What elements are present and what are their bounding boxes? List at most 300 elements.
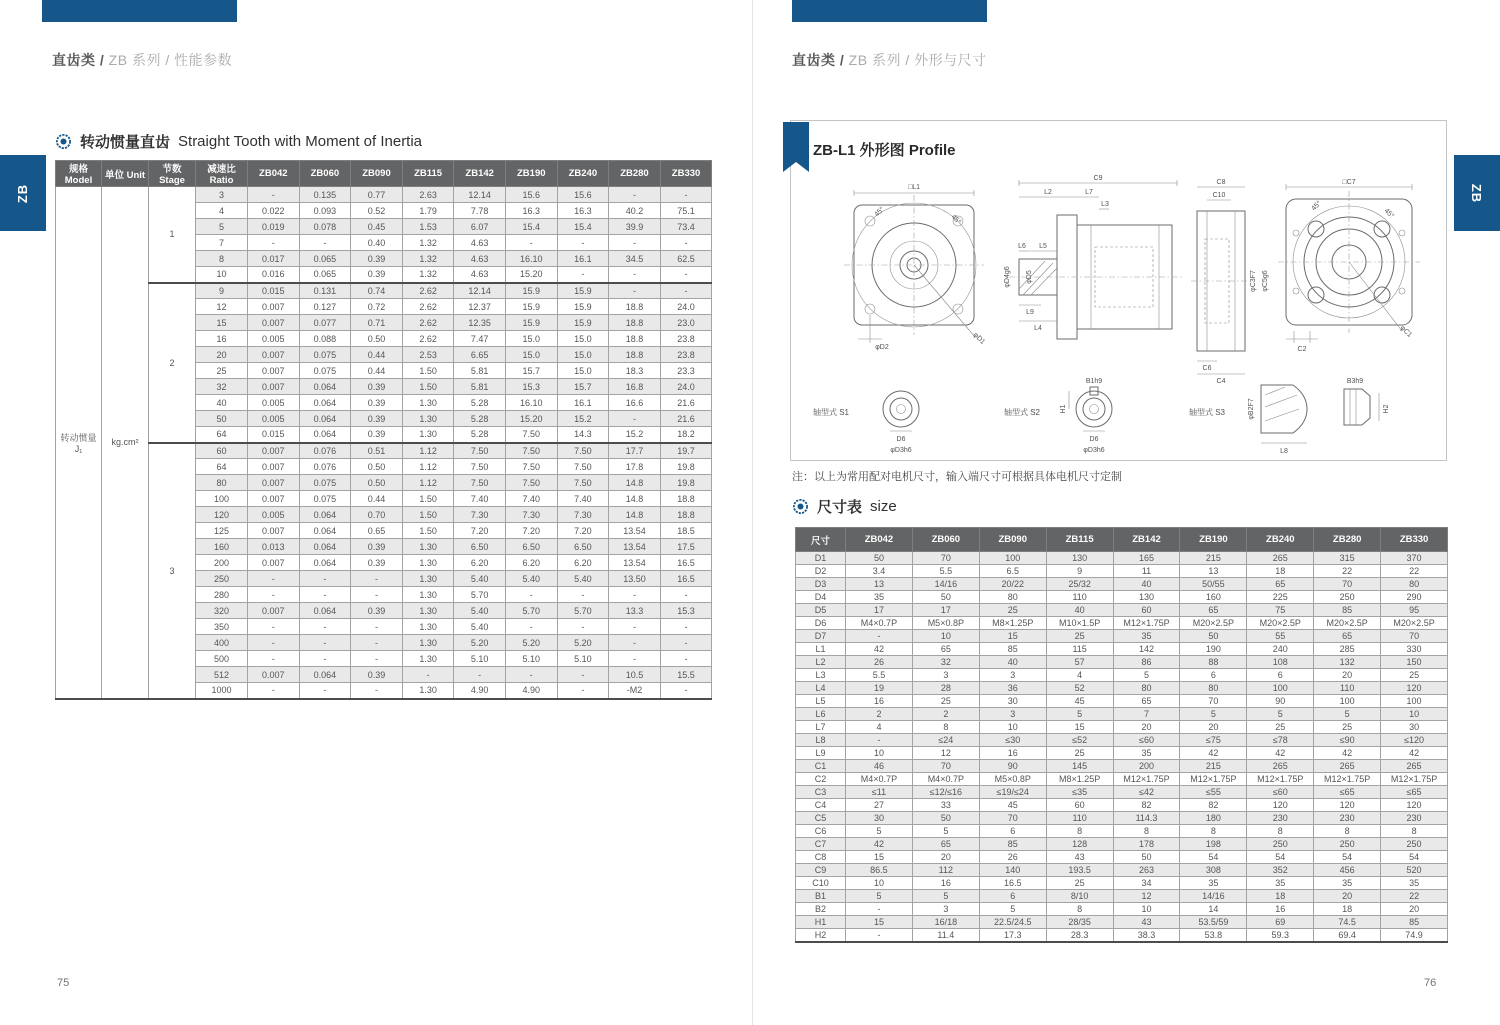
cell: 23.0 <box>660 315 712 331</box>
cell: 13.54 <box>609 555 661 571</box>
cell: 90 <box>979 760 1046 773</box>
cell: 0.016 <box>248 267 300 283</box>
cell: 16 <box>979 747 1046 760</box>
column-header: 节数 Stage <box>149 161 196 187</box>
cell: - <box>846 734 913 747</box>
gear-bullet-icon <box>55 133 72 150</box>
svg-text:45°: 45° <box>1382 207 1396 220</box>
cell: 0.064 <box>299 411 351 427</box>
cell: - <box>299 235 351 251</box>
cell: - <box>505 619 557 635</box>
breadcrumb-trail: ZB 系列 / 性能参数 <box>104 52 233 68</box>
dimension-label-cell: L4 <box>796 682 846 695</box>
cell: - <box>660 267 712 283</box>
svg-text:D6: D6 <box>896 436 906 443</box>
cell: 7.50 <box>454 459 506 475</box>
cell: 15.9 <box>557 299 609 315</box>
cell: 100 <box>979 552 1046 565</box>
cell: 10 <box>846 747 913 760</box>
svg-text:45°: 45° <box>1310 199 1323 213</box>
section-title-inertia <box>55 131 422 152</box>
cell: 5 <box>979 903 1046 916</box>
cell: 2 <box>912 708 979 721</box>
cell: - <box>660 283 712 299</box>
column-header: ZB190 <box>1180 528 1247 552</box>
cell: M20×2.5P <box>1247 617 1314 630</box>
table-row <box>796 903 1448 916</box>
cell: M20×2.5P <box>1381 617 1448 630</box>
table-row <box>796 656 1448 669</box>
svg-text:C9: C9 <box>1093 175 1103 182</box>
cell: 5.20 <box>505 635 557 651</box>
cell: 25/32 <box>1046 578 1113 591</box>
cell: 1.32 <box>402 235 454 251</box>
cell: - <box>557 619 609 635</box>
dimension-label-cell: L9 <box>796 747 846 760</box>
cell: 12.14 <box>454 187 506 203</box>
cell: ≤65 <box>1381 786 1448 799</box>
cell: 20 <box>912 851 979 864</box>
cell: 15.2 <box>557 411 609 427</box>
cell: 6.50 <box>505 539 557 555</box>
cell: 65 <box>912 838 979 851</box>
cell: 4.63 <box>454 235 506 251</box>
cell: ≤75 <box>1180 734 1247 747</box>
cell: 20 <box>1113 721 1180 734</box>
table-row <box>796 838 1448 851</box>
cell: 12.14 <box>454 283 506 299</box>
cell: 18.8 <box>609 347 661 363</box>
cell: - <box>609 187 661 203</box>
cell: 42 <box>846 838 913 851</box>
cell: - <box>557 267 609 283</box>
cell: 15.9 <box>505 299 557 315</box>
cell: - <box>660 587 712 603</box>
cell: 12 <box>1113 890 1180 903</box>
cell: 0.093 <box>299 203 351 219</box>
cell: 18 <box>1247 565 1314 578</box>
cell: 0.064 <box>299 395 351 411</box>
cell: 142 <box>1113 643 1180 656</box>
cell: - <box>351 587 403 603</box>
cell: 1.12 <box>402 443 454 459</box>
cell: 15.0 <box>505 347 557 363</box>
cell: 165 <box>1113 552 1180 565</box>
cell: 7.40 <box>454 491 506 507</box>
column-header: 规格 Model <box>56 161 102 187</box>
cell: 110 <box>1314 682 1381 695</box>
cell: 18.8 <box>660 491 712 507</box>
svg-text:L6: L6 <box>1018 243 1026 250</box>
cell: 7.50 <box>454 475 506 491</box>
cell: 5.5 <box>846 669 913 682</box>
svg-text:φC5g6: φC5g6 <box>1262 270 1269 292</box>
cell: 1.50 <box>402 379 454 395</box>
cell: - <box>248 683 300 699</box>
cell: - <box>299 635 351 651</box>
cell: 35 <box>1113 747 1180 760</box>
cell: 0.39 <box>351 379 403 395</box>
cell: 2.63 <box>402 187 454 203</box>
svg-text:H1: H1 <box>1060 404 1067 414</box>
cell: 4 <box>846 721 913 734</box>
cell: - <box>248 571 300 587</box>
cell: 2.53 <box>402 347 454 363</box>
cell: 2 <box>846 708 913 721</box>
cell: 60 <box>1046 799 1113 812</box>
cell: 53.5/59 <box>1180 916 1247 929</box>
cell: 5.40 <box>454 619 506 635</box>
cell: 75.1 <box>660 203 712 219</box>
cell: 20 <box>1180 721 1247 734</box>
cell: 0.007 <box>248 459 300 475</box>
cell: - <box>505 235 557 251</box>
cell: 6.07 <box>454 219 506 235</box>
cell: 4.63 <box>454 267 506 283</box>
cell: ≤42 <box>1113 786 1180 799</box>
series-side-tab <box>1454 155 1500 231</box>
svg-text:45°: 45° <box>873 205 886 219</box>
cell: 15.6 <box>557 187 609 203</box>
cell: 1.30 <box>402 427 454 443</box>
header-row <box>796 528 1448 552</box>
cell: 132 <box>1314 656 1381 669</box>
table-row <box>796 604 1448 617</box>
cell: 46 <box>846 760 913 773</box>
cell: 5.5 <box>912 565 979 578</box>
cell: 114.3 <box>1113 812 1180 825</box>
cell: 15.20 <box>505 267 557 283</box>
cell: - <box>557 667 609 683</box>
cell: 17.8 <box>609 459 661 475</box>
cell: - <box>402 667 454 683</box>
cell: 15 <box>979 630 1046 643</box>
cell: 40 <box>1113 578 1180 591</box>
cell: 0.064 <box>299 379 351 395</box>
cell: 13.54 <box>609 539 661 555</box>
cell: 24.0 <box>660 299 712 315</box>
dimension-label-cell: L3 <box>796 669 846 682</box>
cell: 28/35 <box>1046 916 1113 929</box>
cell: 22 <box>1381 890 1448 903</box>
cell: 0.39 <box>351 427 403 443</box>
cell: 200 <box>196 555 248 571</box>
cell: 86 <box>1113 656 1180 669</box>
stage-cell: 2 <box>149 283 196 443</box>
cell: - <box>299 619 351 635</box>
cell: 55 <box>1247 630 1314 643</box>
cell: - <box>609 411 661 427</box>
cell: 6.5 <box>979 565 1046 578</box>
cell: 1.79 <box>402 203 454 219</box>
cell: 69 <box>1247 916 1314 929</box>
column-header: ZB142 <box>1113 528 1180 552</box>
cell: 5.70 <box>505 603 557 619</box>
cell: 5.28 <box>454 427 506 443</box>
cell: 512 <box>196 667 248 683</box>
cell: 0.50 <box>351 331 403 347</box>
cell: 16.10 <box>505 395 557 411</box>
cell: 6 <box>1247 669 1314 682</box>
cell: 7 <box>196 235 248 251</box>
table-row <box>796 565 1448 578</box>
cell: ≤65 <box>1314 786 1381 799</box>
cell: 64 <box>196 427 248 443</box>
cell: 1.30 <box>402 619 454 635</box>
table-row <box>796 864 1448 877</box>
cell: 39.9 <box>609 219 661 235</box>
cell: 65 <box>1113 695 1180 708</box>
cell: 1.32 <box>402 251 454 267</box>
cell: 54 <box>1180 851 1247 864</box>
cell: 4.63 <box>454 251 506 267</box>
cell: 0.007 <box>248 299 300 315</box>
cell: 3 <box>979 669 1046 682</box>
cell: 24.0 <box>660 379 712 395</box>
cell: 120 <box>1247 799 1314 812</box>
table-row <box>796 760 1448 773</box>
dimension-label-cell: D5 <box>796 604 846 617</box>
cell: ≤35 <box>1046 786 1113 799</box>
cell: 0.005 <box>248 507 300 523</box>
cell: M10×1.5P <box>1046 617 1113 630</box>
cell: 73.4 <box>660 219 712 235</box>
dimension-label-cell: C4 <box>796 799 846 812</box>
cell: - <box>557 587 609 603</box>
cell: 0.44 <box>351 363 403 379</box>
cell: 5 <box>912 890 979 903</box>
cell: 0.39 <box>351 539 403 555</box>
cell: 10 <box>912 630 979 643</box>
cell: 14.3 <box>557 427 609 443</box>
inertia-table <box>55 160 712 700</box>
cell: 130 <box>1113 591 1180 604</box>
cell: 12.37 <box>454 299 506 315</box>
cell: 59.3 <box>1247 929 1314 942</box>
cell: 120 <box>1381 682 1448 695</box>
cell: 2.62 <box>402 315 454 331</box>
cell: 4 <box>1046 669 1113 682</box>
cell: 15.0 <box>505 331 557 347</box>
svg-text:45°: 45° <box>949 213 963 226</box>
cell: 5 <box>846 890 913 903</box>
cell: 0.71 <box>351 315 403 331</box>
cell: 0.077 <box>299 315 351 331</box>
cell: 4 <box>196 203 248 219</box>
cell: M12×1.75P <box>1113 617 1180 630</box>
top-accent-bar <box>792 0 987 22</box>
cell: 0.39 <box>351 411 403 427</box>
cell: 16.3 <box>505 203 557 219</box>
cell: 0.007 <box>248 667 300 683</box>
cell: 5.10 <box>505 651 557 667</box>
cell: 20 <box>196 347 248 363</box>
cell: 0.075 <box>299 475 351 491</box>
cell: 0.064 <box>299 555 351 571</box>
cell: 250 <box>1247 838 1314 851</box>
cell: 14 <box>1180 903 1247 916</box>
cell: 85 <box>979 643 1046 656</box>
cell: 265 <box>1247 760 1314 773</box>
cell: 0.52 <box>351 203 403 219</box>
cell: 0.72 <box>351 299 403 315</box>
cell: 16.1 <box>557 395 609 411</box>
table-row <box>796 578 1448 591</box>
cell: 15 <box>846 916 913 929</box>
cell: 0.39 <box>351 267 403 283</box>
cell: 45 <box>979 799 1046 812</box>
cell: - <box>505 587 557 603</box>
cell: 20/22 <box>979 578 1046 591</box>
cell: 100 <box>1314 695 1381 708</box>
cell: 5 <box>1046 708 1113 721</box>
cell: 370 <box>1381 552 1448 565</box>
cell: 1.32 <box>402 267 454 283</box>
cell: 7.50 <box>557 443 609 459</box>
cell: ≤11 <box>846 786 913 799</box>
cell: 0.076 <box>299 443 351 459</box>
cell: ≤60 <box>1113 734 1180 747</box>
cell: 6 <box>1180 669 1247 682</box>
svg-text:□C7: □C7 <box>1342 179 1356 186</box>
cell: 350 <box>196 619 248 635</box>
dimension-label-cell: D2 <box>796 565 846 578</box>
table-row <box>796 552 1448 565</box>
cell: 0.005 <box>248 411 300 427</box>
cell: 26 <box>979 851 1046 864</box>
dimension-label-cell: D1 <box>796 552 846 565</box>
series-side-tab <box>0 155 46 231</box>
cell: - <box>660 235 712 251</box>
cell: 0.065 <box>299 267 351 283</box>
cell: 43 <box>1113 916 1180 929</box>
cell: 50 <box>912 812 979 825</box>
cell: 16 <box>912 877 979 890</box>
table-row <box>796 877 1448 890</box>
cell: 0.39 <box>351 251 403 267</box>
cell: M8×1.25P <box>1046 773 1113 786</box>
model-cell: 转动惯量 J₁ <box>56 187 102 699</box>
cell: 16 <box>846 695 913 708</box>
cell: 23.8 <box>660 347 712 363</box>
side-view <box>1004 175 1184 339</box>
cell: 120 <box>1314 799 1381 812</box>
cell: - <box>609 619 661 635</box>
cell: 80 <box>1381 578 1448 591</box>
column-header: ZB115 <box>1046 528 1113 552</box>
cell: 128 <box>1046 838 1113 851</box>
cell: M5×0.8P <box>912 617 979 630</box>
cell: - <box>299 571 351 587</box>
cell: 265 <box>1314 760 1381 773</box>
cell: 52 <box>1046 682 1113 695</box>
cell: 7.20 <box>557 523 609 539</box>
cell: 21.6 <box>660 395 712 411</box>
cell: 14.8 <box>609 507 661 523</box>
cell: M4×0.7P <box>846 617 913 630</box>
cell: 7.40 <box>505 491 557 507</box>
cell: 3 <box>912 669 979 682</box>
cell: 265 <box>1247 552 1314 565</box>
cell: 95 <box>1381 604 1448 617</box>
cell: 1.30 <box>402 539 454 555</box>
cell: M20×2.5P <box>1314 617 1381 630</box>
cell: 88 <box>1180 656 1247 669</box>
cell: 40 <box>1046 604 1113 617</box>
cell: 6.50 <box>557 539 609 555</box>
cell: 25 <box>196 363 248 379</box>
cell: 120 <box>1381 799 1448 812</box>
dimension-label-cell: C3 <box>796 786 846 799</box>
cell: M12×1.75P <box>1247 773 1314 786</box>
cell: 35 <box>1381 877 1448 890</box>
cell: 308 <box>1180 864 1247 877</box>
cell: 112 <box>912 864 979 877</box>
cell: 178 <box>1113 838 1180 851</box>
cell: 26 <box>846 656 913 669</box>
dimension-label-cell: B1 <box>796 890 846 903</box>
cell: 1.12 <box>402 459 454 475</box>
cell: 0.015 <box>248 283 300 299</box>
cell: 8 <box>1247 825 1314 838</box>
cell: 7.30 <box>505 507 557 523</box>
cell: 16.5 <box>660 571 712 587</box>
cell: 54 <box>1314 851 1381 864</box>
cell: 190 <box>1180 643 1247 656</box>
cell: 8 <box>1046 825 1113 838</box>
cell: 265 <box>1381 760 1448 773</box>
dimension-label-cell: C6 <box>796 825 846 838</box>
cell: 5 <box>1247 708 1314 721</box>
size-table <box>795 527 1448 943</box>
cell: 30 <box>979 695 1046 708</box>
cell: 0.005 <box>248 331 300 347</box>
cell: - <box>299 587 351 603</box>
cell: 70 <box>1381 630 1448 643</box>
cell: - <box>609 587 661 603</box>
table-row <box>796 682 1448 695</box>
cell: 8 <box>912 721 979 734</box>
cell: 34.5 <box>609 251 661 267</box>
cell: 0.007 <box>248 379 300 395</box>
cell: 5.70 <box>454 587 506 603</box>
cell: 80 <box>196 475 248 491</box>
shaft-type-s3 <box>1189 378 1390 455</box>
cell: 70 <box>1180 695 1247 708</box>
cell: 0.065 <box>299 251 351 267</box>
dimension-label-cell: B2 <box>796 903 846 916</box>
profile-note: 注：以上为常用配对电机尺寸，输入端尺寸可根据具体电机尺寸定制 <box>792 471 1122 483</box>
cell: 0.075 <box>299 491 351 507</box>
cell: 0.50 <box>351 459 403 475</box>
cell: M12×1.75P <box>1180 773 1247 786</box>
cell: 50/55 <box>1180 578 1247 591</box>
cell: ≤12/≤16 <box>912 786 979 799</box>
cell: 0.076 <box>299 459 351 475</box>
cell: 65 <box>912 643 979 656</box>
cell: 0.39 <box>351 555 403 571</box>
cell: 0.064 <box>299 427 351 443</box>
cell: 54 <box>1247 851 1314 864</box>
cell: 110 <box>1046 812 1113 825</box>
svg-text:L4: L4 <box>1034 325 1042 332</box>
cell: 82 <box>1180 799 1247 812</box>
cell: 35 <box>846 591 913 604</box>
cell: 2.62 <box>402 299 454 315</box>
table-row <box>796 773 1448 786</box>
cell: 28 <box>912 682 979 695</box>
cell: 16.3 <box>557 203 609 219</box>
